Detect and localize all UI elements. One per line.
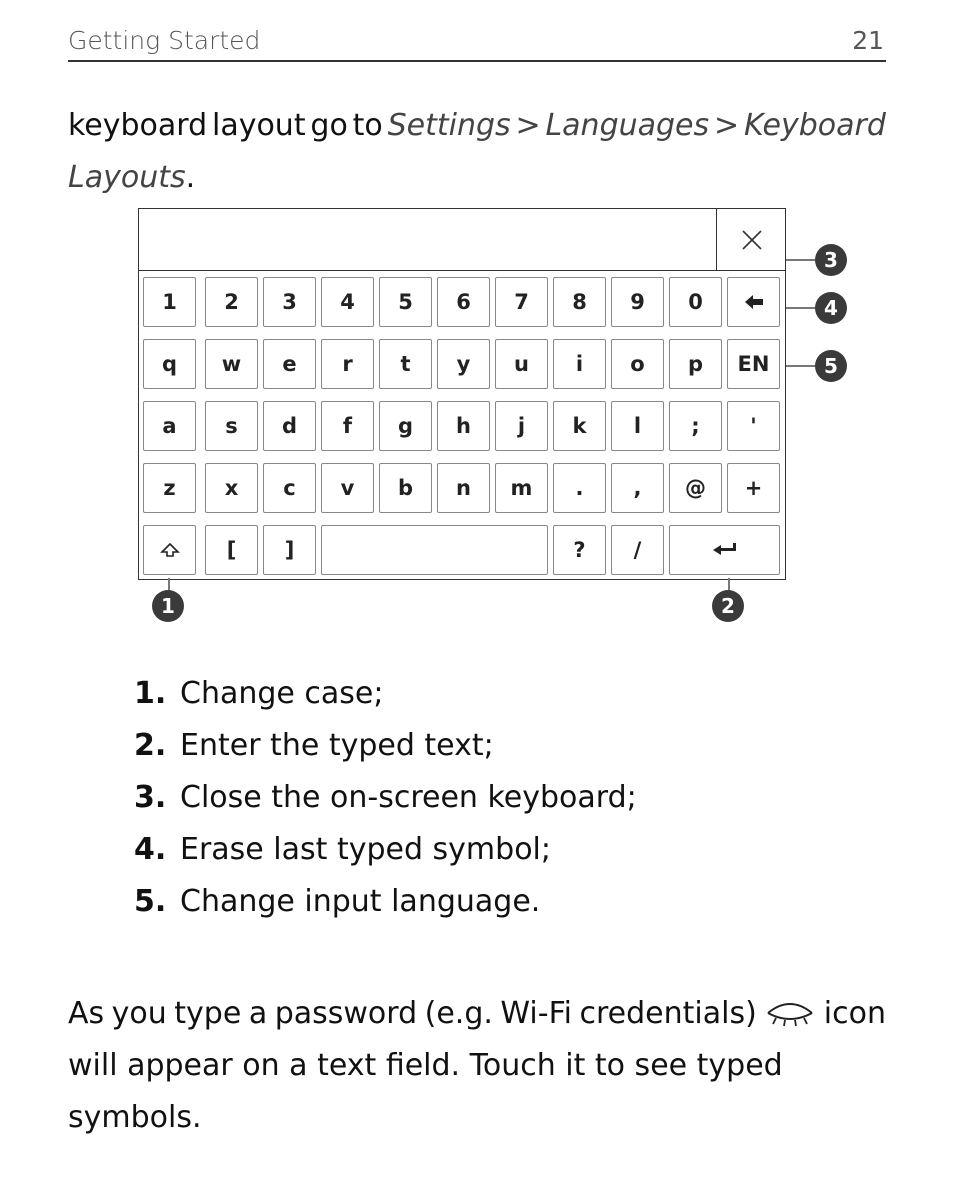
key[interactable]: r: [321, 339, 374, 389]
key[interactable]: ]: [263, 525, 316, 575]
outro-word: icon: [823, 996, 886, 1031]
callout-badge-4: 4: [815, 292, 847, 324]
key[interactable]: 0: [669, 277, 722, 327]
callout-badge-3: 3: [815, 244, 847, 276]
key[interactable]: ;: [669, 401, 722, 451]
key[interactable]: n: [437, 463, 490, 513]
callout-badge-2: 2: [712, 590, 744, 622]
key[interactable]: y: [437, 339, 490, 389]
outro-word: password: [274, 996, 418, 1031]
key[interactable]: ': [727, 401, 780, 451]
list-item: 1. Change case;: [134, 676, 384, 711]
page-number: 21: [852, 26, 884, 55]
backspace-icon: [744, 294, 764, 310]
eye-icon: [764, 999, 816, 1029]
path-settings: Settings: [387, 108, 511, 143]
key[interactable]: @: [669, 463, 722, 513]
outro-word: type: [174, 996, 242, 1031]
key[interactable]: 8: [553, 277, 606, 327]
key[interactable]: 6: [437, 277, 490, 327]
key[interactable]: f: [321, 401, 374, 451]
outro-line2: will appear on a text field. Touch it to see typed symbols.: [68, 1048, 783, 1135]
close-icon: [741, 229, 763, 251]
key[interactable]: l: [611, 401, 664, 451]
outro-word: (e.g.: [424, 996, 493, 1031]
period: .: [185, 160, 196, 195]
key[interactable]: k: [553, 401, 606, 451]
language-key[interactable]: EN: [727, 339, 780, 389]
outro-word: a: [248, 996, 268, 1031]
key[interactable]: e: [263, 339, 316, 389]
path-languages: Languages: [545, 108, 710, 143]
path-keyboard: Keyboard: [743, 108, 886, 143]
callout-badge-5: 5: [815, 350, 847, 382]
path-separator: >: [515, 108, 541, 143]
key[interactable]: o: [611, 339, 664, 389]
outro-word: Wi-Fi: [500, 996, 572, 1031]
key[interactable]: .: [553, 463, 606, 513]
outro-paragraph: [68, 988, 886, 1144]
key[interactable]: w: [205, 339, 258, 389]
path-layouts: Layouts: [68, 160, 186, 195]
outro-word: credentials): [579, 996, 757, 1031]
key[interactable]: u: [495, 339, 548, 389]
key[interactable]: 4: [321, 277, 374, 327]
list-item: 3. Close the on-screen keyboard;: [134, 780, 637, 815]
key[interactable]: /: [611, 525, 664, 575]
list-item: 2. Enter the typed text;: [134, 728, 494, 763]
section-title: Getting Started: [68, 26, 261, 55]
enter-icon: [712, 542, 738, 558]
key[interactable]: i: [553, 339, 606, 389]
key[interactable]: q: [143, 339, 196, 389]
key[interactable]: z: [143, 463, 196, 513]
key[interactable]: 9: [611, 277, 664, 327]
key[interactable]: 1: [143, 277, 196, 327]
key[interactable]: ?: [553, 525, 606, 575]
key[interactable]: 7: [495, 277, 548, 327]
enter-key[interactable]: [669, 525, 780, 575]
shift-key[interactable]: [143, 525, 196, 575]
key[interactable]: x: [205, 463, 258, 513]
text-field[interactable]: [139, 209, 716, 271]
key[interactable]: p: [669, 339, 722, 389]
key[interactable]: b: [379, 463, 432, 513]
key[interactable]: d: [263, 401, 316, 451]
outro-word: As: [68, 996, 105, 1031]
intro-word: keyboard: [68, 108, 208, 143]
key[interactable]: 3: [263, 277, 316, 327]
key[interactable]: j: [495, 401, 548, 451]
key[interactable]: a: [143, 401, 196, 451]
callout-line: [786, 307, 818, 309]
callout-badge-1: 1: [152, 590, 184, 622]
space-key[interactable]: [321, 525, 548, 575]
outro-word: you: [111, 996, 167, 1031]
intro-word: to: [352, 108, 383, 143]
callout-line: [786, 365, 818, 367]
intro-paragraph: [68, 100, 886, 204]
intro-word: go: [310, 108, 348, 143]
key[interactable]: v: [321, 463, 374, 513]
shift-icon: [160, 542, 180, 558]
key[interactable]: m: [495, 463, 548, 513]
close-keyboard-button[interactable]: [716, 209, 786, 271]
key[interactable]: +: [727, 463, 780, 513]
key[interactable]: h: [437, 401, 490, 451]
path-separator: >: [713, 108, 740, 143]
key[interactable]: c: [263, 463, 316, 513]
intro-word: layout: [211, 108, 306, 143]
key[interactable]: t: [379, 339, 432, 389]
backspace-key[interactable]: [727, 277, 780, 327]
page-header: [68, 24, 886, 62]
key[interactable]: s: [205, 401, 258, 451]
list-item: 5. Change input language.: [134, 884, 541, 919]
key[interactable]: 2: [205, 277, 258, 327]
key[interactable]: [: [205, 525, 258, 575]
onscreen-keyboard: [138, 208, 786, 580]
callout-line: [786, 259, 818, 261]
key[interactable]: ,: [611, 463, 664, 513]
key[interactable]: g: [379, 401, 432, 451]
key[interactable]: 5: [379, 277, 432, 327]
list-item: 4. Erase last typed symbol;: [134, 832, 551, 867]
